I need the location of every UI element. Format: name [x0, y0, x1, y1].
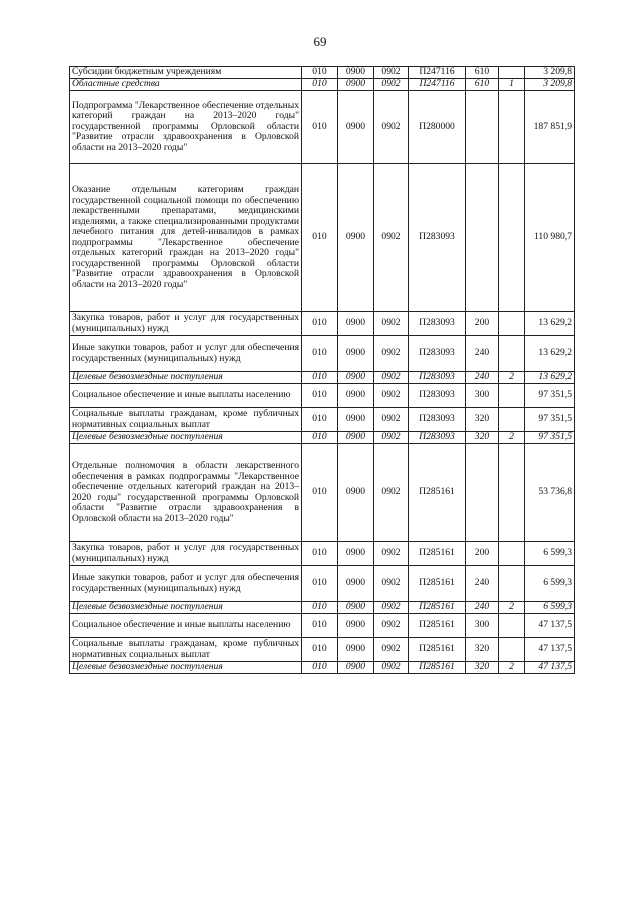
- code-expense-type: 320: [466, 638, 499, 662]
- code-section: 0900: [338, 566, 374, 602]
- code-target: П280000: [409, 91, 466, 164]
- code-source: [499, 164, 525, 312]
- row-amount: 47 137,5: [525, 614, 575, 638]
- row-amount: 6 599,3: [525, 566, 575, 602]
- row-name: Социальные выплаты гражданам, кроме публичных нормативных социальных выплат: [70, 638, 302, 662]
- table-row: [70, 164, 575, 312]
- table-row: [70, 542, 575, 566]
- code-section: 0900: [338, 67, 374, 79]
- code-admin: 010: [302, 444, 338, 542]
- row-amount: 13 629,2: [525, 372, 575, 384]
- code-section: 0900: [338, 542, 374, 566]
- code-target: П285161: [409, 602, 466, 614]
- row-name: Целевые безвозмездные поступления: [70, 662, 302, 674]
- table-row: [70, 384, 575, 408]
- code-expense-type: 320: [466, 662, 499, 674]
- row-amount: 3 209,8: [525, 67, 575, 79]
- row-name: Социальные выплаты гражданам, кроме публичных нормативных социальных выплат: [70, 408, 302, 432]
- row-amount: 53 736,8: [525, 444, 575, 542]
- code-section: 0900: [338, 444, 374, 542]
- code-target: П283093: [409, 372, 466, 384]
- code-source: 2: [499, 432, 525, 444]
- code-subsection: 0902: [374, 384, 409, 408]
- code-expense-type: 610: [466, 79, 499, 91]
- code-expense-type: [466, 91, 499, 164]
- row-amount: 97 351,5: [525, 432, 575, 444]
- row-name: Иные закупки товаров, работ и услуг для обеспечения государственных (муниципальных) нужд: [70, 336, 302, 372]
- table-row: [70, 638, 575, 662]
- code-admin: 010: [302, 336, 338, 372]
- code-expense-type: 200: [466, 542, 499, 566]
- code-target: П283093: [409, 312, 466, 336]
- table-row: [70, 614, 575, 638]
- code-subsection: 0902: [374, 91, 409, 164]
- table-row: [70, 408, 575, 432]
- row-name: Социальное обеспечение и иные выплаты населению: [70, 614, 302, 638]
- row-name: Целевые безвозмездные поступления: [70, 602, 302, 614]
- code-admin: 010: [302, 614, 338, 638]
- table-row: [70, 372, 575, 384]
- row-amount: 97 351,5: [525, 408, 575, 432]
- table-row: [70, 67, 575, 79]
- code-source: [499, 408, 525, 432]
- code-admin: 010: [302, 91, 338, 164]
- code-expense-type: 320: [466, 408, 499, 432]
- code-section: 0900: [338, 432, 374, 444]
- row-name: Субсидии бюджетным учреждениям: [70, 67, 302, 79]
- code-subsection: 0902: [374, 602, 409, 614]
- row-amount: 6 599,3: [525, 542, 575, 566]
- code-target: П285161: [409, 542, 466, 566]
- row-amount: 3 209,8: [525, 79, 575, 91]
- code-section: 0900: [338, 384, 374, 408]
- code-expense-type: 610: [466, 67, 499, 79]
- code-expense-type: 240: [466, 372, 499, 384]
- code-subsection: 0902: [374, 566, 409, 602]
- code-admin: 010: [302, 384, 338, 408]
- code-source: [499, 542, 525, 566]
- table-row: [70, 312, 575, 336]
- code-section: 0900: [338, 408, 374, 432]
- code-admin: 010: [302, 164, 338, 312]
- code-subsection: 0902: [374, 67, 409, 79]
- code-subsection: 0902: [374, 662, 409, 674]
- code-section: 0900: [338, 91, 374, 164]
- code-subsection: 0902: [374, 408, 409, 432]
- code-expense-type: 240: [466, 336, 499, 372]
- code-section: 0900: [338, 79, 374, 91]
- code-section: 0900: [338, 662, 374, 674]
- code-expense-type: 300: [466, 614, 499, 638]
- code-expense-type: 200: [466, 312, 499, 336]
- row-amount: 13 629,2: [525, 312, 575, 336]
- code-admin: 010: [302, 542, 338, 566]
- code-subsection: 0902: [374, 79, 409, 91]
- row-name: Оказание отдельным категориям граждан государственной социальной помощи по обеспечению лекарственными препаратами, медицинскими изделиями, а также специализированными продуктами лечебного питания для детей-инвалидов в рамках подпрограммы "Лекарственное обеспечение отдельных категорий граждан на 2013–2020 годы" государственной программы Орловской области "Развитие отрасли здравоохранения в Орловской области на 2013–2020 годы": [70, 164, 302, 312]
- row-name: Областные средства: [70, 79, 302, 91]
- code-subsection: 0902: [374, 336, 409, 372]
- row-name: Подпрограмма "Лекарственное обеспечение отдельных категорий граждан на 2013–2020 годы" государственной программы Орловской области "Развитие отрасли здравоохранения в Орловской области на 2013–2020 годы": [70, 91, 302, 164]
- code-source: [499, 566, 525, 602]
- code-admin: 010: [302, 312, 338, 336]
- code-target: П283093: [409, 432, 466, 444]
- row-name: Социальное обеспечение и иные выплаты населению: [70, 384, 302, 408]
- row-name: Закупка товаров, работ и услуг для государственных (муниципальных) нужд: [70, 542, 302, 566]
- code-section: 0900: [338, 602, 374, 614]
- row-amount: 13 629,2: [525, 336, 575, 372]
- table-row: [70, 662, 575, 674]
- code-subsection: 0902: [374, 542, 409, 566]
- code-admin: 010: [302, 662, 338, 674]
- code-subsection: 0902: [374, 164, 409, 312]
- row-amount: 47 137,5: [525, 662, 575, 674]
- code-section: 0900: [338, 312, 374, 336]
- code-target: П285161: [409, 566, 466, 602]
- code-target: П247116: [409, 67, 466, 79]
- budget-table: [69, 66, 575, 674]
- code-target: П283093: [409, 164, 466, 312]
- row-name: Отдельные полномочия в области лекарственного обеспечения в рамках подпрограммы "Лекарственное обеспечение отдельных категорий граждан на 2013–2020 годы" государственной программы Орловской области "Развитие отрасли здравоохранения в Орловской области на 2013–2020 годы": [70, 444, 302, 542]
- code-subsection: 0902: [374, 372, 409, 384]
- code-admin: 010: [302, 638, 338, 662]
- code-admin: 010: [302, 67, 338, 79]
- code-source: [499, 444, 525, 542]
- code-source: 2: [499, 602, 525, 614]
- table-row: [70, 432, 575, 444]
- code-section: 0900: [338, 164, 374, 312]
- code-section: 0900: [338, 372, 374, 384]
- code-subsection: 0902: [374, 432, 409, 444]
- code-target: П285161: [409, 662, 466, 674]
- row-amount: 110 980,7: [525, 164, 575, 312]
- code-source: [499, 614, 525, 638]
- code-admin: 010: [302, 79, 338, 91]
- code-admin: 010: [302, 372, 338, 384]
- code-target: П285161: [409, 444, 466, 542]
- code-section: 0900: [338, 614, 374, 638]
- code-expense-type: 240: [466, 566, 499, 602]
- code-expense-type: [466, 164, 499, 312]
- table-row: [70, 602, 575, 614]
- code-source: [499, 336, 525, 372]
- code-expense-type: 240: [466, 602, 499, 614]
- code-target: П283093: [409, 336, 466, 372]
- table-row: [70, 444, 575, 542]
- code-subsection: 0902: [374, 444, 409, 542]
- code-target: П285161: [409, 638, 466, 662]
- table-row: [70, 336, 575, 372]
- code-target: П285161: [409, 614, 466, 638]
- row-amount: 97 351,5: [525, 384, 575, 408]
- row-amount: 6 599,3: [525, 602, 575, 614]
- code-source: [499, 384, 525, 408]
- code-source: 2: [499, 372, 525, 384]
- code-source: 2: [499, 662, 525, 674]
- code-source: [499, 67, 525, 79]
- code-admin: 010: [302, 408, 338, 432]
- code-subsection: 0902: [374, 638, 409, 662]
- table-row: [70, 79, 575, 91]
- code-section: 0900: [338, 336, 374, 372]
- code-source: [499, 312, 525, 336]
- code-expense-type: 300: [466, 384, 499, 408]
- code-target: П247116: [409, 79, 466, 91]
- row-amount: 187 851,9: [525, 91, 575, 164]
- code-admin: 010: [302, 602, 338, 614]
- row-amount: 47 137,5: [525, 638, 575, 662]
- code-expense-type: [466, 444, 499, 542]
- code-section: 0900: [338, 638, 374, 662]
- table-row: [70, 91, 575, 164]
- page-number: 69: [313, 34, 327, 49]
- code-subsection: 0902: [374, 312, 409, 336]
- code-source: [499, 91, 525, 164]
- code-source: [499, 638, 525, 662]
- row-name: Иные закупки товаров, работ и услуг для обеспечения государственных (муниципальных) нужд: [70, 566, 302, 602]
- row-name: Целевые безвозмездные поступления: [70, 372, 302, 384]
- code-admin: 010: [302, 566, 338, 602]
- code-subsection: 0902: [374, 614, 409, 638]
- table-row: [70, 566, 575, 602]
- code-target: П283093: [409, 408, 466, 432]
- row-name: Закупка товаров, работ и услуг для государственных (муниципальных) нужд: [70, 312, 302, 336]
- code-source: 1: [499, 79, 525, 91]
- code-expense-type: 320: [466, 432, 499, 444]
- code-target: П283093: [409, 384, 466, 408]
- code-admin: 010: [302, 432, 338, 444]
- row-name: Целевые безвозмездные поступления: [70, 432, 302, 444]
